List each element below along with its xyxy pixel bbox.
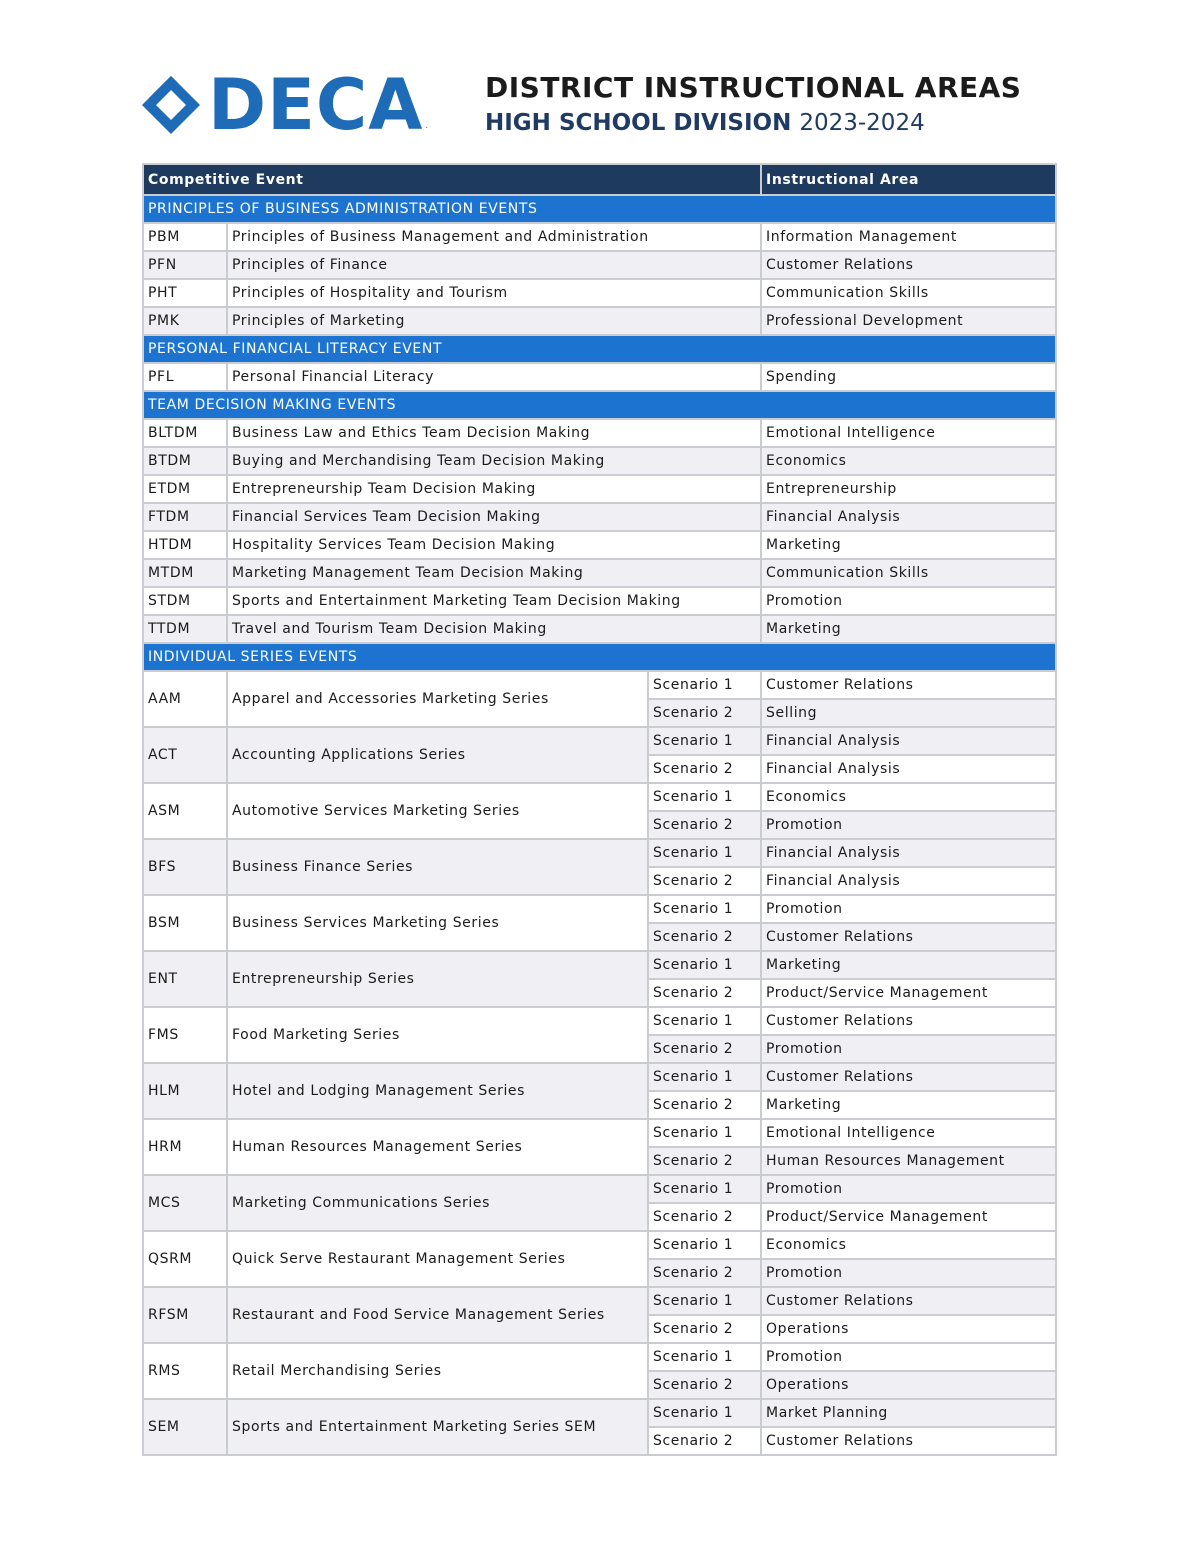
scenario-label: Scenario 2 <box>648 1315 761 1343</box>
instructional-area: Product/Service Management <box>761 1203 1056 1231</box>
event-name: Principles of Finance <box>227 251 761 279</box>
table-row <box>143 1231 1056 1259</box>
event-name: Retail Merchandising Series <box>227 1343 648 1399</box>
table-row <box>143 1007 1056 1035</box>
instructional-area: Product/Service Management <box>761 979 1056 1007</box>
instructional-area: Marketing <box>761 531 1056 559</box>
event-code: HRM <box>143 1119 227 1175</box>
table-row <box>143 727 1056 755</box>
scenario-label: Scenario 1 <box>648 727 761 755</box>
table-row <box>143 251 1056 279</box>
diamond-logo-icon <box>140 74 202 136</box>
event-name: Principles of Hospitality and Tourism <box>227 279 761 307</box>
instructional-area: Customer Relations <box>761 923 1056 951</box>
instructional-area: Operations <box>761 1315 1056 1343</box>
event-name: Hospitality Services Team Decision Making <box>227 531 761 559</box>
table-row <box>143 223 1056 251</box>
instructional-area: Financial Analysis <box>761 727 1056 755</box>
event-name: Marketing Management Team Decision Making <box>227 559 761 587</box>
column-header-area: Instructional Area <box>761 164 1056 195</box>
section-title: PERSONAL FINANCIAL LITERACY EVENT <box>143 335 1056 363</box>
instructional-area: Promotion <box>761 587 1056 615</box>
event-name: Business Finance Series <box>227 839 648 895</box>
scenario-label: Scenario 1 <box>648 839 761 867</box>
scenario-label: Scenario 2 <box>648 1091 761 1119</box>
event-code: PBM <box>143 223 227 251</box>
event-code: BFS <box>143 839 227 895</box>
table-row <box>143 559 1056 587</box>
table-row <box>143 1175 1056 1203</box>
scenario-label: Scenario 2 <box>648 1035 761 1063</box>
instructional-area: Spending <box>761 363 1056 391</box>
event-code: ASM <box>143 783 227 839</box>
instructional-area: Market Planning <box>761 1399 1056 1427</box>
event-name: Travel and Tourism Team Decision Making <box>227 615 761 643</box>
instructional-area: Promotion <box>761 1343 1056 1371</box>
event-code: HLM <box>143 1063 227 1119</box>
scenario-label: Scenario 2 <box>648 1427 761 1455</box>
instructional-area: Marketing <box>761 1091 1056 1119</box>
event-name: Accounting Applications Series <box>227 727 648 783</box>
section-title: INDIVIDUAL SERIES EVENTS <box>143 643 1056 671</box>
section-header-row <box>143 643 1056 671</box>
table-row <box>143 503 1056 531</box>
table-row <box>143 1063 1056 1091</box>
event-name: Buying and Merchandising Team Decision Making <box>227 447 761 475</box>
instructional-area: Financial Analysis <box>761 839 1056 867</box>
instructional-area: Customer Relations <box>761 1287 1056 1315</box>
instructional-areas-table <box>142 163 1057 1456</box>
scenario-label: Scenario 1 <box>648 895 761 923</box>
event-code: HTDM <box>143 531 227 559</box>
division-label: HIGH SCHOOL DIVISION <box>485 110 792 136</box>
table-row <box>143 1399 1056 1427</box>
title-block <box>485 72 1021 138</box>
event-code: RMS <box>143 1343 227 1399</box>
instructional-area: Promotion <box>761 811 1056 839</box>
event-code: PFL <box>143 363 227 391</box>
table-row <box>143 839 1056 867</box>
table-row <box>143 475 1056 503</box>
table-row <box>143 1287 1056 1315</box>
scenario-label: Scenario 1 <box>648 1231 761 1259</box>
section-header-row <box>143 195 1056 223</box>
scenario-label: Scenario 1 <box>648 1007 761 1035</box>
event-code: BLTDM <box>143 419 227 447</box>
instructional-area: Customer Relations <box>761 671 1056 699</box>
event-code: MTDM <box>143 559 227 587</box>
event-code: BSM <box>143 895 227 951</box>
table-row <box>143 587 1056 615</box>
scenario-label: Scenario 1 <box>648 1063 761 1091</box>
scenario-label: Scenario 2 <box>648 979 761 1007</box>
event-name: Restaurant and Food Service Management Series <box>227 1287 648 1343</box>
scenario-label: Scenario 2 <box>648 699 761 727</box>
event-code: AAM <box>143 671 227 727</box>
year-label: 2023-2024 <box>799 110 925 136</box>
scenario-label: Scenario 1 <box>648 1119 761 1147</box>
scenario-label: Scenario 1 <box>648 1175 761 1203</box>
scenario-label: Scenario 2 <box>648 1203 761 1231</box>
instructional-area: Promotion <box>761 1259 1056 1287</box>
scenario-label: Scenario 1 <box>648 783 761 811</box>
column-header-event: Competitive Event <box>143 164 761 195</box>
table-row <box>143 1343 1056 1371</box>
scenario-label: Scenario 1 <box>648 1287 761 1315</box>
scenario-label: Scenario 2 <box>648 755 761 783</box>
event-code: MCS <box>143 1175 227 1231</box>
instructional-area: Marketing <box>761 615 1056 643</box>
instructional-area: Economics <box>761 447 1056 475</box>
event-code: PHT <box>143 279 227 307</box>
instructional-area: Information Management <box>761 223 1056 251</box>
event-code: TTDM <box>143 615 227 643</box>
instructional-area: Economics <box>761 1231 1056 1259</box>
section-title: PRINCIPLES OF BUSINESS ADMINISTRATION EVENTS <box>143 195 1056 223</box>
event-code: FMS <box>143 1007 227 1063</box>
event-name: Food Marketing Series <box>227 1007 648 1063</box>
table-row <box>143 671 1056 699</box>
event-code: RFSM <box>143 1287 227 1343</box>
event-name: Sports and Entertainment Marketing Team Decision Making <box>227 587 761 615</box>
event-code: FTDM <box>143 503 227 531</box>
event-name: Human Resources Management Series <box>227 1119 648 1175</box>
table-row <box>143 951 1056 979</box>
instructional-area: Entrepreneurship <box>761 475 1056 503</box>
deca-logo <box>140 64 428 146</box>
event-name: Entrepreneurship Team Decision Making <box>227 475 761 503</box>
scenario-label: Scenario 2 <box>648 867 761 895</box>
event-name: Automotive Services Marketing Series <box>227 783 648 839</box>
instructional-area: Marketing <box>761 951 1056 979</box>
scenario-label: Scenario 1 <box>648 1399 761 1427</box>
event-code: ENT <box>143 951 227 1007</box>
scenario-label: Scenario 2 <box>648 1147 761 1175</box>
instructional-area: Emotional Intelligence <box>761 419 1056 447</box>
table-row <box>143 615 1056 643</box>
event-name: Personal Financial Literacy <box>227 363 761 391</box>
logo-trademark: . <box>425 120 428 130</box>
event-code: PMK <box>143 307 227 335</box>
instructional-area: Promotion <box>761 895 1056 923</box>
scenario-label: Scenario 2 <box>648 1259 761 1287</box>
instructional-area: Professional Development <box>761 307 1056 335</box>
table-row <box>143 279 1056 307</box>
scenario-label: Scenario 2 <box>648 1371 761 1399</box>
scenario-label: Scenario 1 <box>648 671 761 699</box>
event-code: PFN <box>143 251 227 279</box>
event-code: ETDM <box>143 475 227 503</box>
table-row <box>143 419 1056 447</box>
instructional-area: Emotional Intelligence <box>761 1119 1056 1147</box>
table-header-row <box>143 164 1056 195</box>
event-name: Business Law and Ethics Team Decision Making <box>227 419 761 447</box>
section-header-row <box>143 335 1056 363</box>
event-name: Business Services Marketing Series <box>227 895 648 951</box>
event-name: Marketing Communications Series <box>227 1175 648 1231</box>
scenario-label: Scenario 2 <box>648 923 761 951</box>
table-row <box>143 447 1056 475</box>
document-title: DISTRICT INSTRUCTIONAL AREAS <box>485 71 1022 104</box>
event-code: SEM <box>143 1399 227 1455</box>
event-name: Financial Services Team Decision Making <box>227 503 761 531</box>
scenario-label: Scenario 1 <box>648 1343 761 1371</box>
event-name: Hotel and Lodging Management Series <box>227 1063 648 1119</box>
instructional-area: Customer Relations <box>761 1007 1056 1035</box>
instructional-area: Customer Relations <box>761 251 1056 279</box>
event-code: QSRM <box>143 1231 227 1287</box>
event-name: Quick Serve Restaurant Management Series <box>227 1231 648 1287</box>
document-subtitle <box>485 108 1021 138</box>
table-row <box>143 307 1056 335</box>
page-header <box>0 0 1200 160</box>
instructional-area: Selling <box>761 699 1056 727</box>
logo-wordmark: DECA <box>208 64 424 146</box>
instructional-area: Promotion <box>761 1035 1056 1063</box>
instructional-area: Financial Analysis <box>761 755 1056 783</box>
instructional-area: Economics <box>761 783 1056 811</box>
event-name: Apparel and Accessories Marketing Series <box>227 671 648 727</box>
event-name: Principles of Business Management and Administration <box>227 223 761 251</box>
instructional-area: Customer Relations <box>761 1427 1056 1455</box>
instructional-area: Financial Analysis <box>761 867 1056 895</box>
section-title: TEAM DECISION MAKING EVENTS <box>143 391 1056 419</box>
instructional-area: Communication Skills <box>761 559 1056 587</box>
table-row <box>143 783 1056 811</box>
instructional-area: Customer Relations <box>761 1063 1056 1091</box>
instructional-area: Operations <box>761 1371 1056 1399</box>
instructional-area: Human Resources Management <box>761 1147 1056 1175</box>
table-row <box>143 895 1056 923</box>
table-row <box>143 363 1056 391</box>
instructional-area: Communication Skills <box>761 279 1056 307</box>
event-name: Principles of Marketing <box>227 307 761 335</box>
event-code: BTDM <box>143 447 227 475</box>
table-row <box>143 531 1056 559</box>
event-name: Sports and Entertainment Marketing Series SEM <box>227 1399 648 1455</box>
scenario-label: Scenario 2 <box>648 811 761 839</box>
section-header-row <box>143 391 1056 419</box>
event-name: Entrepreneurship Series <box>227 951 648 1007</box>
event-code: STDM <box>143 587 227 615</box>
scenario-label: Scenario 1 <box>648 951 761 979</box>
event-code: ACT <box>143 727 227 783</box>
instructional-area: Financial Analysis <box>761 503 1056 531</box>
table-row <box>143 1119 1056 1147</box>
instructional-area: Promotion <box>761 1175 1056 1203</box>
